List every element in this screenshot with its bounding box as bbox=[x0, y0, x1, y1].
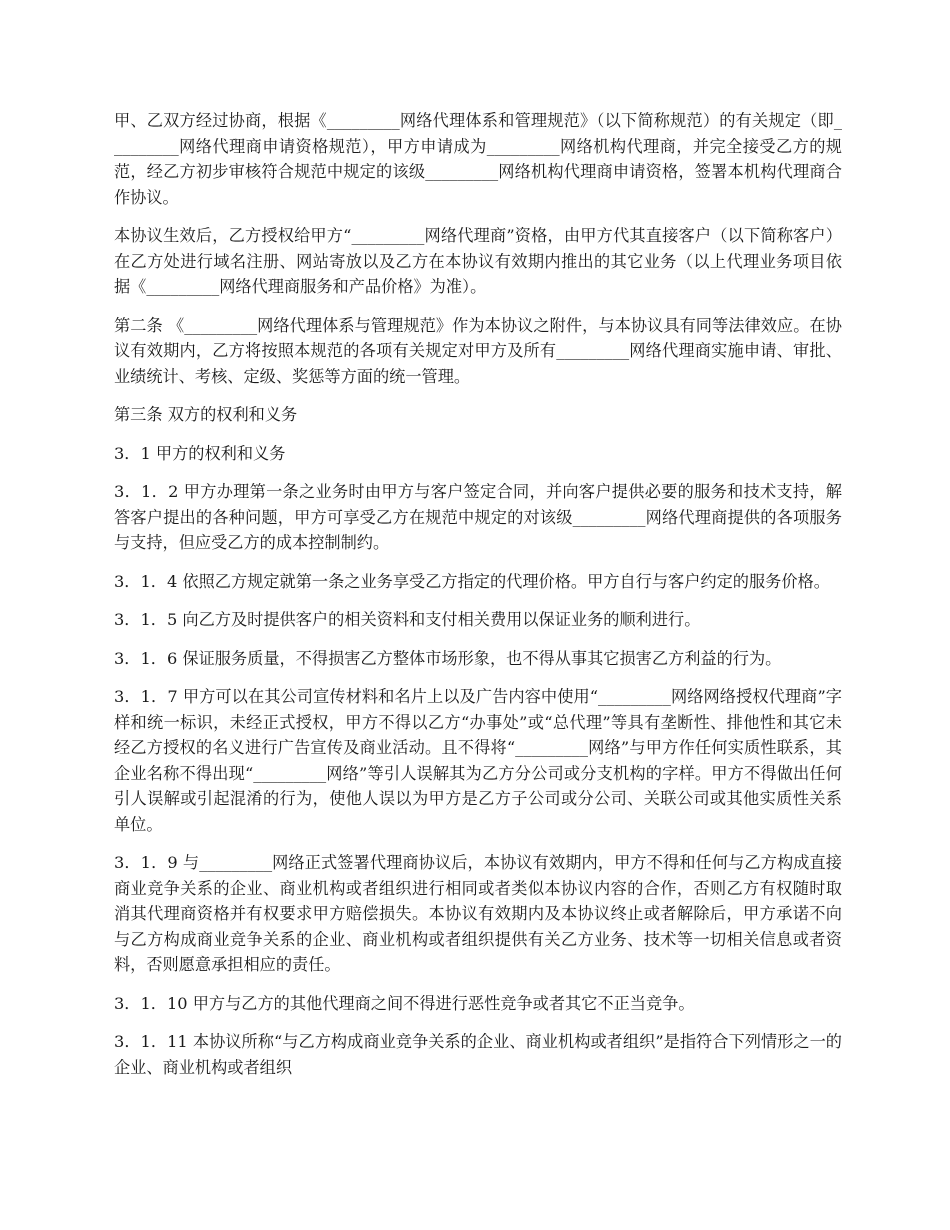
subsection-heading-3-1: 3．1 甲方的权利和义务 bbox=[114, 443, 286, 463]
clause-3-1-11: 3．1．11 本协议所称“与乙方构成商业竞争关系的企业、商业机构或者组织”是指符合下列情形之一的企业、商业机构或者组织 bbox=[114, 1032, 842, 1077]
paragraph-authorization: 本协议生效后，乙方授权给甲方“_________网络代理商”资格，由甲方代其直接客户（以下简称客户）在乙方处进行域名注册、网站寄放以及乙方在本协议有效期内推出的其它业务（以上代理业务项目依据《_________网络代理商服务和产品价格》为准）。 bbox=[114, 226, 842, 296]
clause-3-1-4: 3．1．4 依照乙方规定就第一条之业务享受乙方指定的代理价格。甲方自行与客户约定的服务价格。 bbox=[114, 571, 830, 591]
clause-3-1-7: 3．1．7 甲方可以在其公司宣传材料和名片上以及广告内容中使用“_________网络网络授权代理商”字样和统一标识，未经正式授权，甲方不得以乙方“办事处”或“总代理”等具有垄断性、排他性和其它未经乙方授权的名义进行广告宣传及商业活动。且不得将“_________网络”与甲方作任何实质性联系，其企业名称不得出现“_________网络”等引人误解其为乙方分公司或分支机构的字样。甲方不得做出任何引人误解或引起混淆的行为，使他人误以为甲方是乙方子公司或分公司、关联公司或其他实质性关系单位。 bbox=[114, 687, 842, 834]
clause-3-1-9: 3．1．9 与_________网络正式签署代理商协议后，本协议有效期内，甲方不得和任何与乙方构成直接商业竞争关系的企业、商业机构或者组织进行相同或者类似本协议内容的合作，否则乙方有权随时取消其代理商资格并有权要求甲方赔偿损失。本协议有效期内及本协议终止或者解除后，甲方承诺不向与乙方构成商业竞争关系的企业、商业机构或者组织提供有关乙方业务、技术等一切相关信息或者资料，否则愿意承担相应的责任。 bbox=[114, 853, 842, 974]
paragraph-article-2: 第二条 《_________网络代理体系与管理规范》作为本协议之附件，与本协议具有同等法律效应。在协议有效期内，乙方将按照本规范的各项有关规定对甲方及所有_________网络代理商实施申请、审批、业绩统计、考核、定级、奖惩等方面的统一管理。 bbox=[114, 315, 842, 386]
clause-3-1-2: 3．1．2 甲方办理第一条之业务时由甲方与客户签定合同，并向客户提供必要的服务和技术支持，解答客户提出的各种问题，甲方可享受乙方在规范中规定的对该级_________网络代理商提供的各项服务与支持，但应受乙方的成本控制制约。 bbox=[114, 482, 842, 552]
document-body bbox=[114, 108, 842, 1093]
clause-3-1-10: 3．1．10 甲方与乙方的其他代理商之间不得进行恶性竞争或者其它不正当竞争。 bbox=[114, 993, 695, 1013]
section-heading-article-3: 第三条 双方的权利和义务 bbox=[114, 405, 298, 424]
clause-3-1-5: 3．1．5 向乙方及时提供客户的相关资料和支付相关费用以保证业务的顺利进行。 bbox=[114, 610, 701, 629]
clause-3-1-6: 3．1．6 保证服务质量，不得损害乙方整体市场形象，也不得从事其它损害乙方利益的行为。 bbox=[114, 648, 782, 668]
paragraph-preamble: 甲、乙双方经过协商，根据《_________网络代理体系和管理规范》（以下简称规范）的有关规定（即_________网络代理商申请资格规范），甲方申请成为_________网络机构代理商，并完全接受乙方的规范，经乙方初步审核符合规范中规定的该级_________网络机构代理商申请资格，签署本机构代理商合作协议。 bbox=[114, 111, 842, 207]
